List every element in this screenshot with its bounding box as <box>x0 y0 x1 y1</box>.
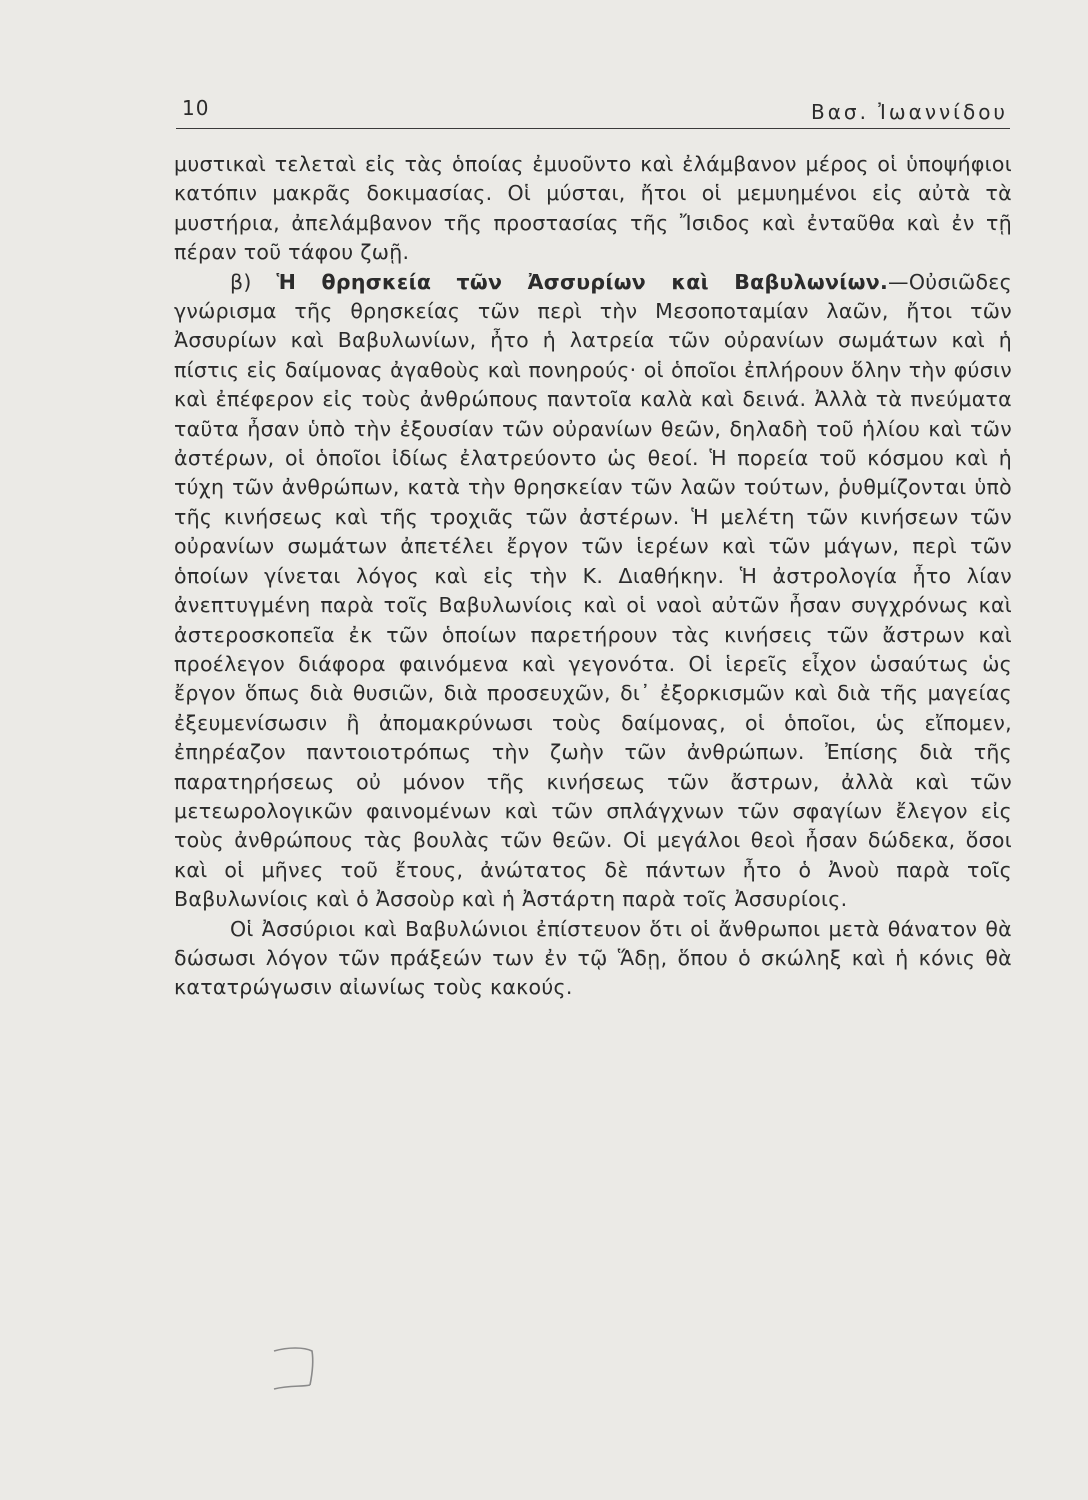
page-number: 10 <box>182 96 210 120</box>
paragraph-2 <box>174 268 1012 915</box>
body-text <box>174 150 1012 1003</box>
paragraph-3: Οἱ Ἀσσύριοι καὶ Βαβυλώνιοι ἐπίστευον ὅτι οἱ ἄνθρωποι μετὰ θάνατον θὰ δώσωσι λόγον τῶν πράξεών των ἐν τῷ Ἅδῃ, ὅπου ὁ σκώληξ καὶ ἡ κόνις θὰ κατατρώγωσιν αἰωνίως τοὺς κακούς. <box>174 916 1012 1000</box>
paragraph-1: μυστικαὶ τελεταὶ εἰς τὰς ὁποίας ἐμυοῦντο καὶ ἐλάμβανον μέρος οἱ ὑποψήφιοι κατόπιν μακρᾶς δοκιμασίας. Οἱ μύσται, ἤτοι οἱ μεμυημένοι εἰς αὐτὰ τὰ μυστήρια, ἀπελάμβανον τῆς προστασίας τῆς Ἴσιδος καὶ ἐνταῦθα καὶ ἐν τῇ πέραν τοῦ τάφου ζωῇ. <box>174 152 1012 265</box>
paragraph-2-text: —Οὐσιῶδες γνώρισμα τῆς θρησκείας τῶν περὶ τὴν Μεσοποταμίαν λαῶν, ἤτοι τῶν Ἀσσυρίων καὶ Βαβυλωνίων, ἦτο ἡ λατρεία τῶν οὐρανίων σωμάτων καὶ ἡ πίστις εἰς δαίμονας ἀγαθοὺς καὶ πονηρούς· οἱ ὁποῖοι ἐπλήρουν ὅλην τὴν φύσιν καὶ ἐπέφερον εἰς τοὺς ἀνθρώπους παντοῖα καλὰ καὶ δεινά. Ἀλλὰ τὰ πνεύματα ταῦτα ἦσαν ὑπὸ τὴν ἐξουσίαν τῶν οὐρανίων θεῶν, δηλαδὴ τοῦ ἡλίου καὶ τῶν ἀστέρων, οἱ ὁποῖοι ἰδίως ἐλατρεύοντο ὡς θεοί. Ἡ πορεία τοῦ κόσμου καὶ ἡ τύχη τῶν ἀνθρώπων, κατὰ τὴν θρησκείαν τῶν λαῶν τούτων, ῥυθμίζονται ὑπὸ τῆς κινήσεως καὶ τῆς τροχιᾶς τῶν ἀστέρων. Ἡ μελέτη τῶν κινήσεων τῶν οὐρανίων σωμάτων ἀπετέλει ἔργον τῶν ἱερέων καὶ τῶν μάγων, περὶ τῶν ὁποίων γίνεται λόγος καὶ εἰς τὴν Κ. Διαθήκην. Ἡ ἀστρολογία ἦτο λίαν ἀνεπτυγμένη παρὰ τοῖς Βαβυλωνίοις καὶ οἱ ναοὶ αὐτῶν ἦσαν συγχρόνως καὶ ἀστεροσκοπεῖα ἐκ τῶν ὁποίων παρετήρουν τὰς κινήσεις τῶν ἄστρων καὶ προέλεγον διάφορα φαινόμενα καὶ γεγονότα. Οἱ ἱερεῖς εἶχον ὡσαύτως ὡς ἔργον ὅπως διὰ θυσιῶν, διὰ προσευχῶν, δι᾽ ἐξορκισμῶν καὶ διὰ τῆς μαγείας ἐξευμενίσωσιν ἢ ἀπομακρύνωσι τοὺς δαίμονας, οἱ ὁποῖοι, ὡς εἴπομεν, ἐπηρέαζον παντοιοτρόπως τὴν ζωὴν τῶν ἀνθρώπων. Ἐπίσης διὰ τῆς παρατηρήσεως οὐ μόνον τῆς κινήσεως τῶν ἄστρων, ἀλλὰ καὶ τῶν μετεωρολογικῶν φαινομένων καὶ τῶν σπλάγχνων τῶν σφαγίων ἔλεγον εἰς τοὺς ἀνθρώπους τὰς βουλὰς τῶν θεῶν. Οἱ μεγάλοι θεοὶ ἦσαν δώδεκα, ὅσοι καὶ οἱ μῆνες τοῦ ἔτους, ἀνώτατος δὲ πάντων ἦτο ὁ Ἀνοὺ παρὰ τοῖς Βαβυλωνίοις καὶ ὁ Ἀσσοὺρ καὶ ἡ Ἀστάρτη παρὰ τοῖς Ἀσσυρίοις. <box>174 269 1012 912</box>
section-heading: Ἡ θρησκεία τῶν Ἀσσυρίων καὶ Βαβυλωνίων. <box>276 269 889 294</box>
running-head: Βασ. Ἰωαννίδου <box>811 100 1008 124</box>
header-rule <box>176 128 1010 129</box>
pencil-mark-icon <box>270 1345 318 1391</box>
section-label: β) <box>230 269 252 294</box>
